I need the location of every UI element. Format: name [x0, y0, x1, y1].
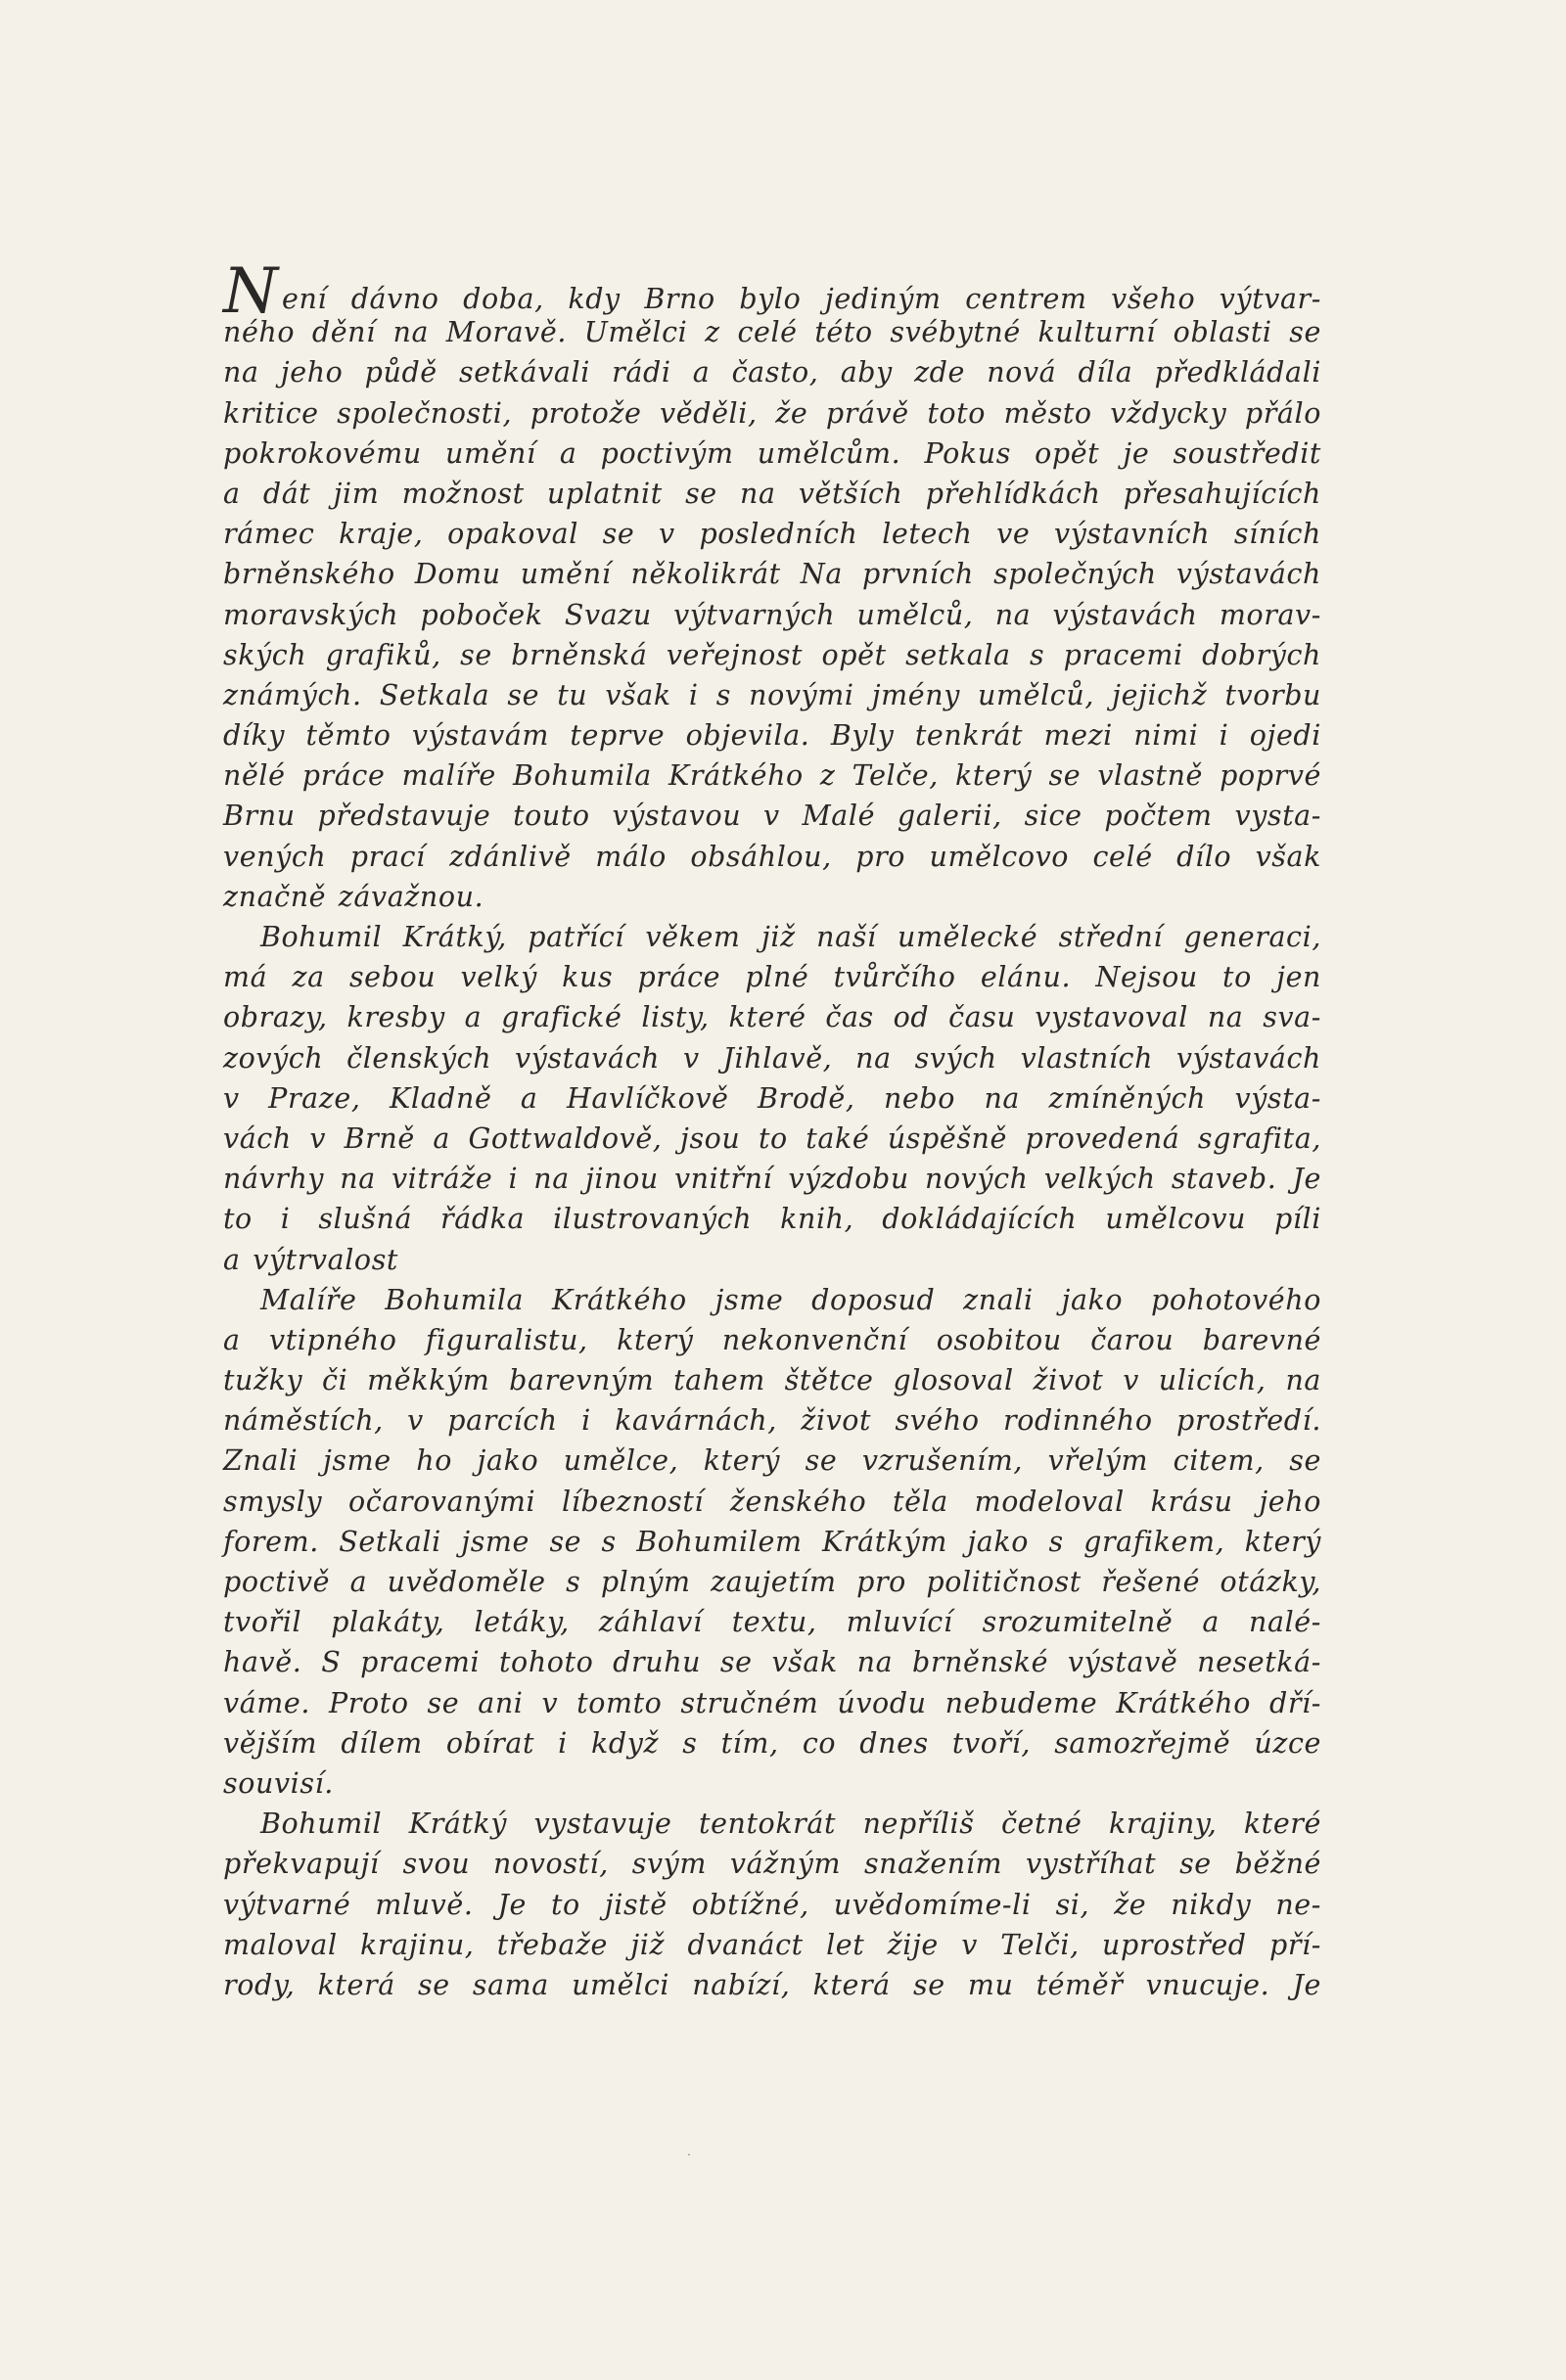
text-line: ských grafiků, se brněnská veřejnost opět setkala s pracemi dobrých	[223, 638, 1321, 671]
text-line: a vtipného figuralistu, který nekonvenční osobitou čarou barevné	[223, 1323, 1321, 1356]
text-line: zových členských výstavách v Jihlavě, na svých vlastních výstavách	[223, 1041, 1321, 1075]
text-line: brněnského Domu umění několikrát Na prvních společných výstavách	[223, 558, 1321, 591]
text-line: má za sebou velký kus práce plné tvůrčího elánu. Nejsou to jen	[223, 961, 1321, 994]
text-line: obrazy, kresby a grafické listy, které čas od času vystavoval na sva-	[223, 1001, 1321, 1034]
text-line: ného dění na Moravě. Umělci z celé této svébytné kulturní oblasti se	[223, 316, 1321, 349]
text-line: tužky či měkkým barevným tahem štětce glosoval život v ulicích, na	[223, 1364, 1321, 1397]
text-line: překvapují svou novostí, svým vážným snažením vystříhat se běžné	[223, 1848, 1321, 1881]
text-line: vějším dílem obírat i když s tím, co dnes tvoří, samozřejmě úzce	[223, 1726, 1321, 1760]
text-line: Znali jsme ho jako umělce, který se vzrušením, vřelým citem, se	[223, 1444, 1321, 1478]
text-line: náměstích, v parcích i kavárnách, život svého rodinného prostředí.	[223, 1404, 1321, 1438]
ink-speck: ˙	[685, 2151, 693, 2170]
body-text	[223, 255, 1321, 2005]
text-line: výtvarné mluvě. Je to jistě obtížné, uvědomíme-li si, že nikdy ne-	[223, 1888, 1321, 1921]
text-line: kritice společnosti, protože věděli, že právě toto město vždycky přálo	[223, 396, 1321, 430]
text-line: vených prací zdánlivě málo obsáhlou, pro umělcovo celé dílo však	[223, 840, 1321, 873]
text-line: moravských poboček Svazu výtvarných umělců, na výstavách morav-	[223, 598, 1321, 631]
text-line: v Praze, Kladně a Havlíčkově Brodě, nebo na zmíněných výsta-	[223, 1081, 1321, 1115]
text-line: to i slušná řádka ilustrovaných knih, dokládajících umělcovu píli	[223, 1203, 1321, 1236]
text-line: smysly očarovanými líbezností ženského těla modeloval krásu jeho	[223, 1485, 1321, 1518]
text-line: tvořil plakáty, letáky, záhlaví textu, mluvící srozumitelně a nalé-	[223, 1606, 1321, 1639]
text-line: vách v Brně a Gottwaldově, jsou to také úspěšně provedená sgrafita,	[223, 1121, 1321, 1155]
text-line: rody, která se sama umělci nabízí, která se mu téměř vnucuje. Je	[223, 1968, 1321, 2001]
text-line: návrhy na vitráže i na jinou vnitřní výzdobu nových velkých staveb. Je	[223, 1163, 1321, 1196]
text-line: a dát jim možnost uplatnit se na větších přehlídkách přesahujících	[223, 477, 1321, 510]
text-line: pokrokovému umění a poctivým umělcům. Pokus opět je soustředit	[223, 436, 1321, 470]
text-line: známých. Setkala se tu však i s novými jmény umělců, jejichž tvorbu	[223, 678, 1321, 711]
text-line: forem. Setkali jsme se s Bohumilem Krátkým jako s grafikem, který	[223, 1525, 1321, 1558]
text-line: rámec kraje, opakoval se v posledních letech ve výstavních síních	[223, 518, 1321, 551]
text-line: Není dávno doba, kdy Brno bylo jediným centrem všeho výtvar-	[223, 255, 1321, 328]
text-line: souvisí.	[223, 1766, 334, 1800]
text-line: Bohumil Krátký, patřící věkem již naší umělecké střední generaci,	[260, 921, 1321, 953]
text-line: Bohumil Krátký vystavuje tentokrát nepříliš četné krajiny, které	[260, 1808, 1321, 1841]
text-line: havě. S pracemi tohoto druhu se však na brněnské výstavě nesetká-	[223, 1646, 1321, 1679]
text-line: poctivě a uvědoměle s plným zaujetím pro političnost řešené otázky,	[223, 1566, 1321, 1598]
text-line: díky těmto výstavám teprve objevila. Byly tenkrát mezi nimi i ojedi	[223, 719, 1321, 753]
drop-cap: N	[223, 255, 278, 328]
text-line: značně závažnou.	[223, 880, 484, 913]
text-line: na jeho půdě setkávali rádi a často, aby zde nová díla předkládali	[223, 356, 1321, 389]
text-line: nělé práce malíře Bohumila Krátkého z Telče, který se vlastně poprvé	[223, 759, 1321, 793]
text-line: a výtrvalost	[223, 1243, 398, 1276]
text-line: váme. Proto se ani v tomto stručném úvodu nebudeme Krátkého dří-	[223, 1686, 1321, 1719]
text-line: Malíře Bohumila Krátkého jsme doposud znali jako pohotového	[260, 1283, 1321, 1316]
text-line: Brnu představuje touto výstavou v Malé galerii, sice počtem vysta-	[223, 800, 1321, 833]
text-line: maloval krajinu, třebaže již dvanáct let žije v Telči, uprostřed pří-	[223, 1928, 1321, 1961]
